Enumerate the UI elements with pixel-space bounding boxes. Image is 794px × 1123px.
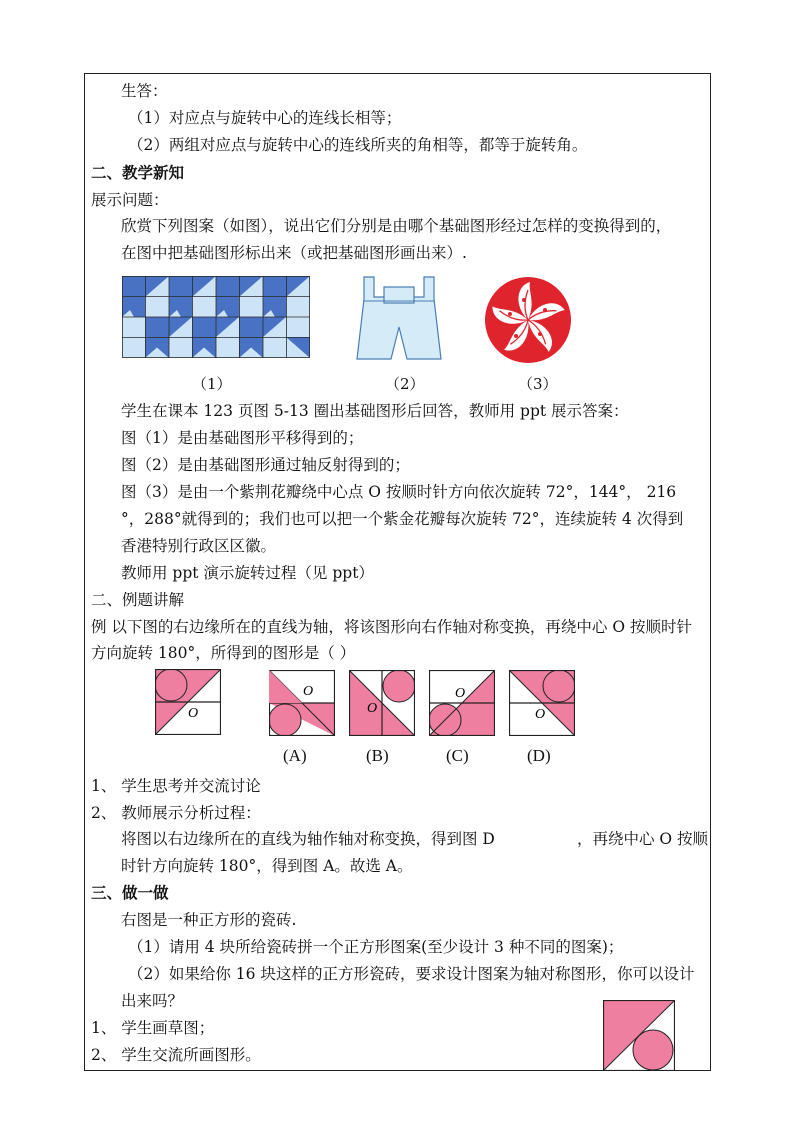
square-tile-figure (603, 1000, 675, 1071)
bauhinia-emblem-figure (484, 276, 572, 364)
option-d-figure (509, 670, 575, 736)
text-line: 例 以下图的右边缘所在的直线为轴，将该图形向右作轴对称变换，再绕中心 O 按顺时针 (91, 618, 692, 636)
section-heading: 二、例题讲解 (91, 591, 185, 609)
text-line: °，288°就得到的；我们也可以把一个紫金花瓣每次旋转 72°，连续旋转 4 次得到 (121, 510, 684, 528)
text-line: 图（3）是由一个紫荆花瓣绕中心点 O 按顺时针方向依次旋转 72°，144°， 216 (121, 483, 677, 501)
center-o-label: O (455, 686, 466, 701)
text-line: 生答： (121, 82, 168, 100)
text-line: ，再绕中心 O 按顺 (577, 830, 709, 848)
tessellation-figure (122, 276, 310, 358)
option-label: (B) (366, 746, 389, 765)
example-original-figure (155, 669, 221, 735)
text-line: （1）请用 4 块所给瓷砖拼一个正方形图案(至少设计 3 种不同的图案)； (128, 938, 624, 956)
text-line: 香港特别行政区区徽。 (121, 537, 277, 555)
text-line: 出来吗？ (121, 992, 184, 1010)
center-o-label: O (367, 701, 378, 716)
center-o-label: O (303, 684, 314, 699)
text-line: 1、 学生思考并交流讨论 (91, 777, 261, 795)
section-heading: 二、教学新知 (91, 163, 185, 182)
text-line: 右图是一种正方形的瓷砖. (121, 911, 297, 929)
text-line: 欣赏下列图案（如图），说出它们分别是由哪个基础图形经过怎样的变换得到的， (121, 217, 672, 235)
text-line: 展示问题： (91, 191, 169, 209)
option-c-figure (429, 670, 495, 736)
text-line: （2）如果给你 16 块这样的正方形瓷砖，要求设计图案为轴对称图形，你可以设计 (128, 965, 695, 983)
option-label: (D) (527, 746, 551, 765)
text-line: 方向旋转 180°，所得到的图形是（ ） (91, 644, 356, 662)
text-line: 学生在课本 123 页图 5-13 圈出基础图形后回答，教师用 ppt 展示答案： (121, 402, 629, 420)
figure-caption: （2） (385, 375, 425, 393)
text-line: 时针方向旋转 180°，得到图 A。故选 A。 (121, 857, 413, 875)
overalls-figure (354, 275, 444, 361)
option-b-figure (349, 670, 415, 736)
option-label: (A) (283, 746, 307, 765)
option-label: (C) (446, 746, 469, 765)
text-line: 教师用 ppt 演示旋转过程（见 ppt） (121, 564, 374, 582)
text-line: （2）两组对应点与旋转中心的连线所夹的角相等，都等于旋转角。 (128, 136, 588, 154)
option-a-figure (269, 670, 335, 736)
text-line: 图（2）是由基础图形通过轴反射得到的； (121, 456, 410, 474)
figure-caption: （1） (192, 375, 232, 393)
figure-caption: （3） (518, 375, 558, 393)
text-line: 1、 学生画草图； (91, 1019, 215, 1037)
text-line: 2、 学生交流所画图形。 (91, 1046, 261, 1064)
text-line: 在图中把基础图形标出来（或把基础图形画出来）. (121, 244, 467, 262)
text-line: 2、 教师展示分析过程： (91, 804, 261, 822)
text-line: 图（1）是由基础图形平移得到的； (121, 429, 364, 447)
center-o-label: O (535, 707, 546, 722)
text-line: 将图以右边缘所在的直线为轴作轴对称变换，得到图 D (121, 830, 495, 848)
center-o-label: O (188, 706, 199, 721)
text-line: （1）对应点与旋转中心的连线长相等； (128, 109, 402, 127)
section-heading: 三、做一做 (91, 883, 169, 902)
